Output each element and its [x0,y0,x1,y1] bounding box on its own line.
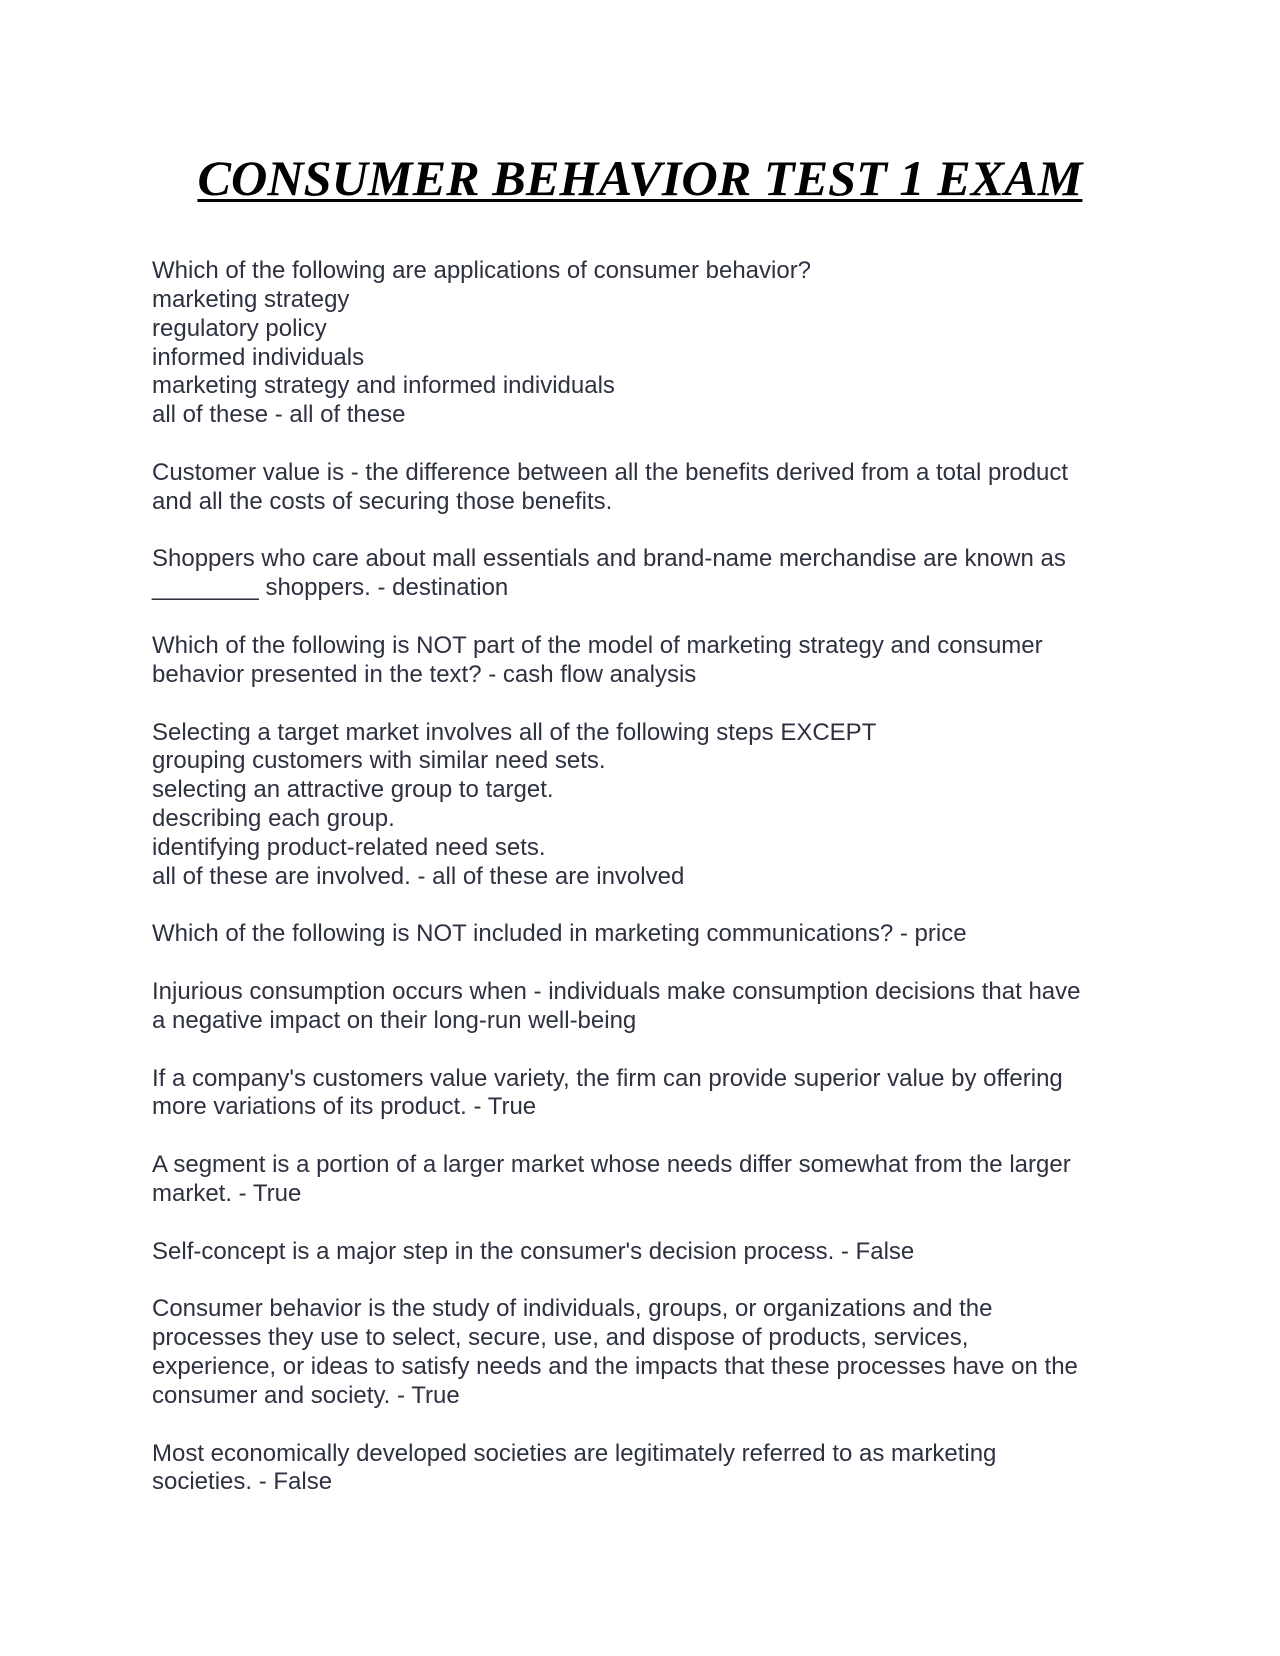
answer-text: behavior presented in the text? - cash flow analysis [152,660,697,688]
question-text: Most economically developed societies are legitimately referred to as marketing [152,1439,997,1467]
answer-text: and all the costs of securing those benefits. [152,487,613,515]
question-text: A segment is a portion of a larger market whose needs differ somewhat from the larger [152,1151,1071,1179]
answer-text: market. - True [152,1180,302,1207]
answer-text: describing each group. [152,805,395,833]
answer-text: societies. - False [152,1468,333,1496]
question-text: Which of the following are applications of consumer behavior? [152,257,812,284]
qa-item [152,257,1152,430]
title-container [0,148,1280,208]
qa-item [152,1151,1152,1209]
answer-text: selecting an attractive group to target. [152,776,554,804]
question-text: Selecting a target market involves all of the following steps EXCEPT [152,718,877,746]
answer-text: marketing strategy and informed individuals [152,372,615,400]
answer-text: more variations of its product. - True [152,1093,537,1121]
question-text: Which of the following is NOT included in marketing communications? - price [152,920,967,948]
qa-item [152,1238,1152,1267]
qa-item [152,719,1152,892]
answer-text: identifying product-related need sets. [152,833,546,861]
question-text: Self-concept is a major step in the consumer's decision process. - False [152,1237,915,1265]
question-text: If a company's customers value variety, the firm can provide superior value by offering [152,1064,1063,1092]
qa-item [152,459,1152,517]
qa-item [152,1065,1152,1123]
qa-item [152,1295,1152,1410]
answer-text: grouping customers with similar need sets. [152,747,606,775]
qa-item [152,978,1152,1036]
question-text: Which of the following is NOT part of the model of marketing strategy and consumer [152,631,1043,659]
answer-text: all of these - all of these [152,401,406,429]
qa-item [152,632,1152,690]
question-text: Shoppers who care about mall essentials and brand-name merchandise are known as [152,545,1066,573]
answer-text: a negative impact on their long-run well-being [152,1006,637,1034]
qa-item [152,1440,1152,1498]
qa-list [152,257,1152,1526]
answer-text: regulatory policy [152,314,327,342]
question-text: Customer value is - the difference between all the benefits derived from a total product [152,458,1069,486]
answer-text: experience, or ideas to satisfy needs and the impacts that these processes have on the [152,1353,1078,1381]
question-text: Injurious consumption occurs when - individuals make consumption decisions that have [152,978,1081,1006]
answer-text: informed individuals [152,343,365,371]
page-title: CONSUMER BEHAVIOR TEST 1 EXAM [197,150,1083,206]
answer-text: ________ shoppers. - destination [152,574,509,602]
qa-item [152,545,1152,603]
qa-item [152,920,1152,949]
answer-text: processes they use to select, secure, use, and dispose of products, services, [152,1324,969,1352]
answer-text: all of these are involved. - all of these are involved [152,862,685,890]
question-text: Consumer behavior is the study of individuals, groups, or organizations and the [152,1295,993,1323]
answer-text: consumer and society. - True [152,1381,460,1409]
answer-text: marketing strategy [152,285,350,313]
